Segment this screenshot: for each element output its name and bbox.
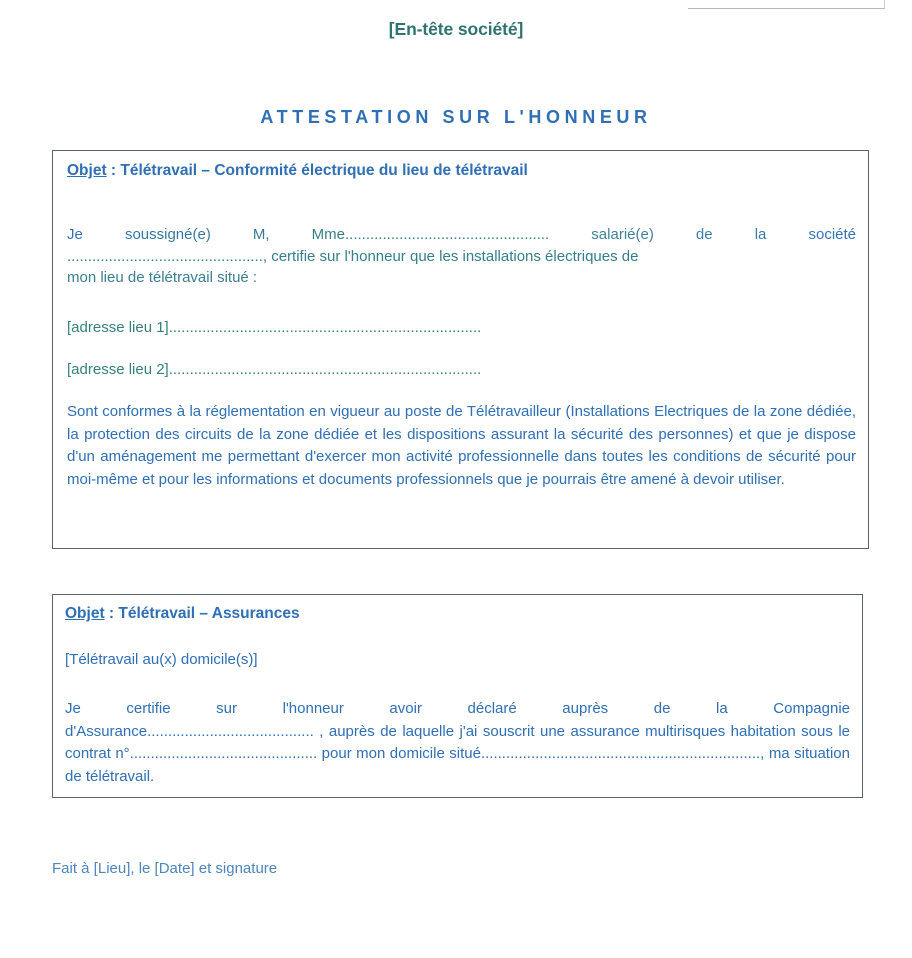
objet-value: Télétravail – Conformité électrique du lieu de télétravail [120, 162, 528, 179]
objet-label: Objet [67, 162, 107, 179]
panel-assurances [52, 594, 863, 798]
company-header-placeholder: [En-tête société] [388, 19, 524, 39]
objet-separator: : [104, 605, 119, 622]
declaration-line-3: mon lieu de télétravail situé : [67, 269, 258, 286]
objet-label: Objet [65, 605, 105, 622]
assurances-body-text [65, 698, 850, 788]
page-title: ATTESTATION SUR L'HONNEUR [260, 107, 652, 127]
assurances-body-rest: d'Assurance........................................ , auprès de laquelle j'ai souscrit une assurance multirisques habitation sous le contrat n°............................................. pour mon domicile situé..................................................................., ma situation de télétravail. [65, 722, 850, 785]
signature-footer-line: Fait à [Lieu], le [Date] et signature [52, 860, 278, 877]
declaration-line-2: ..............................................., certifie sur l'honneur que les installations électriques de [67, 247, 639, 265]
assurances-body-line-1: Je certifie sur l'honneur avoir déclaré auprès de la Compagnie [65, 700, 850, 717]
assurances-sub-note: [Télétravail au(x) domicile(s)] [65, 651, 258, 668]
scan-artifact-top-edge [688, 0, 885, 9]
objet-heading-electrique [67, 162, 528, 180]
address-line-1[interactable]: [adresse lieu 1]........................................................................... [67, 319, 482, 336]
panel-conformite-electrique [52, 150, 869, 549]
objet-separator: : [106, 162, 121, 179]
objet-heading-assurances [65, 605, 300, 623]
address-line-2[interactable]: [adresse lieu 2]........................................................................... [67, 361, 482, 378]
objet-value: Télétravail – Assurances [118, 605, 300, 622]
declaration-line-1: Je soussigné(e) M, Mme................................................. salarié(e) de la société [67, 224, 856, 246]
declaration-paragraph [67, 224, 856, 289]
conformity-body-text: Sont conformes à la réglementation en vigueur au poste de Télétravailleur (Installations Electriques de la zone dédiée, la protection des circuits de la zone dédiée et les dispositions assurant la sécurité des personnes) et que je dispose d'un aménagement me permettant d'exercer mon activité professionnelle dans toutes les conditions de sécurité pour moi-même et pour les informations et documents professionnels que je pourrais être amené à devoir utiliser. [67, 403, 856, 488]
